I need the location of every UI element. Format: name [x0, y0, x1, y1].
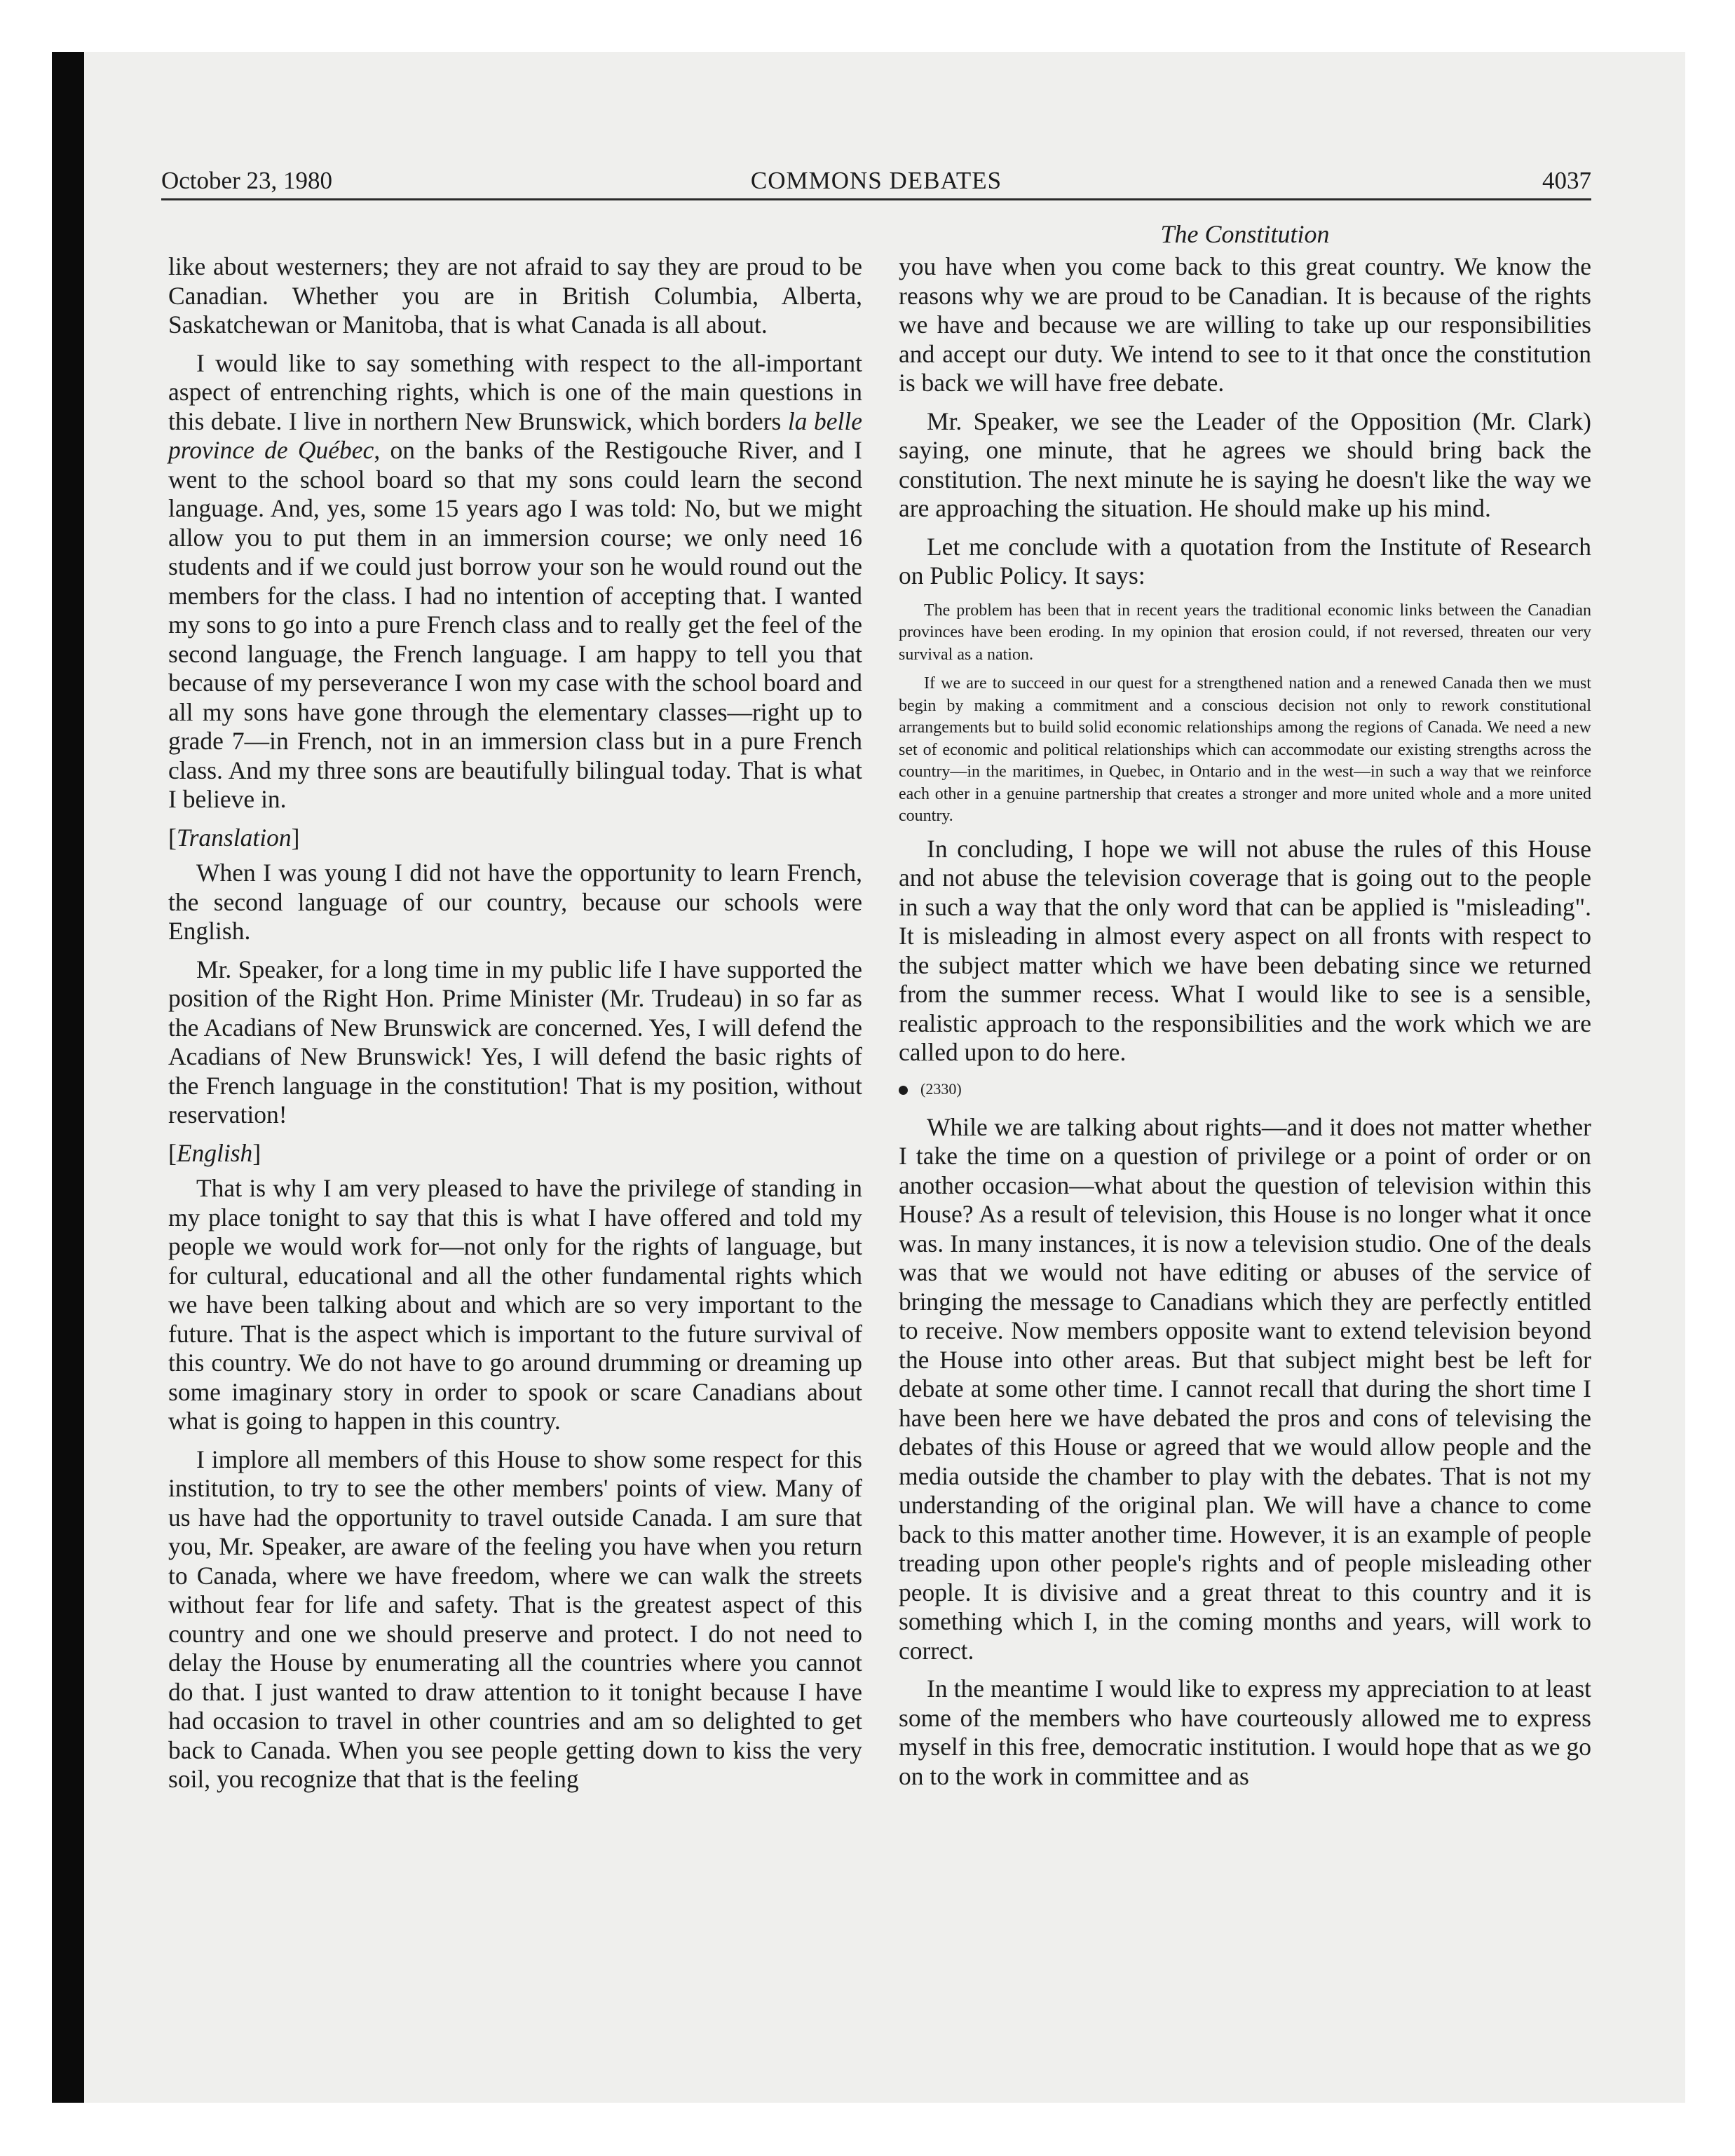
paragraph: While we are talking about rights—and it does not matter whether I take the time on a question of privilege or a point of order or on another occasion—what about the question of television within this House? As a result of television, this House is no longer what it once was. In many instances, it is now a television studio. One of the deals was that we would not have editing or abuses of the service of bringing the message to Canadians which they are perfectly entitled to receive. Now members opposite want to extend television beyond the House into other areas. But that subject might best be left for debate at some other time. I cannot recall that during the short time I have been here we have debated the pros and cons of televising the debates of this House or agreed that we would allow people and the media outside the chamber to play with the debates. That is not my understanding of the original plan. We will have a chance to come back to this matter another time. However, it is an example of people treading upon other people's rights and of people misleading other people. It is divisive and a great threat to this country and it is something which I, in the coming months and years, will work to correct. — [899, 1112, 1591, 1665]
paragraph: like about westerners; they are not afraid to say they are proud to be Canadian. Whether you are in British Columbia, Alberta, Saskatchewan or Manitoba, that is what Canada is all about. — [168, 252, 862, 339]
header-rule — [161, 198, 1591, 200]
paragraph: In concluding, I hope we will not abuse the rules of this House and not abuse the television coverage that is going out to the people in such a way that the only word that can be applied is "misleading". It is misleading in almost every aspect on all fronts with respect to the subject matter which we have been debating since we returned from the summer recess. What I would like to see is a sensible, realistic approach to the responsibilities and the work which we are called upon to do here. — [899, 834, 1591, 1066]
header-date: October 23, 1980 — [161, 167, 332, 194]
language-tag: [English] — [168, 1138, 261, 1167]
english-label: English — [176, 1138, 253, 1167]
block-quote: The problem has been that in recent years the traditional economic links between the Canadian provinces have been eroding. In my opinion that erosion could, if not reversed, threaten our very survival as a nation. — [899, 601, 1591, 664]
block-quote: If we are to succeed in our quest for a strengthened nation and a renewed Canada then we must begin by making a commitment and a conscious decision not only to rework constitutional arrangements but to build solid economic relationships among the regions of Canada. We need a new set of economic and political relationships which can accommodate our existing strengths across the country—in the maritimes, in Quebec, in Ontario and in the west—in such a way that we reinforce each other in a genuine partnership that creates a stronger and more united whole and a more united country. — [899, 674, 1591, 825]
right-column — [899, 252, 1591, 1800]
paragraph: Mr. Speaker, for a long time in my public life I have supported the position of the Right Hon. Prime Minister (Mr. Trudeau) in so far as the Acadians of New Brunswick are concerned. Yes, I will defend the Acadians of New Brunswick! Yes, I will defend the basic rights of the French language in the constitution! That is my position, without reservation! — [168, 955, 862, 1128]
paragraph: When I was young I did not have the opportunity to learn French, the second language of our country, because our schools were English. — [168, 859, 862, 945]
paragraph: Mr. Speaker, we see the Leader of the Opposition (Mr. Clark) saying, one minute, that he agrees we should bring back the constitution. The next minute he is saying he doesn't like the way we are approaching the situation. He should make up his mind. — [899, 407, 1591, 522]
translation-label: Translation — [176, 823, 292, 852]
paragraph: I implore all members of this House to show some respect for this institution, to try to see the other members' points of view. Many of us have had the opportunity to travel outside Canada. I am sure that you, Mr. Speaker, are aware of the feeling you have when you return to Canada, where we have freedom, where we can walk the streets without fear for life and safety. That is the greatest aspect of this country and one we should preserve and protect. I do not need to delay the House by enumerating all the countries where you cannot do that. I just wanted to draw attention to it tonight because I have had occasion to travel in other countries and am so delighted to get back to Canada. When you see people getting down to kiss the very soil, you recognize that that is the feeling — [168, 1445, 862, 1793]
running-head: The Constitution — [1160, 220, 1330, 248]
paragraph: Let me conclude with a quotation from the Institute of Research on Public Policy. It says: — [899, 532, 1591, 589]
italic-phrase: la belle province de Québec — [168, 407, 862, 464]
paragraph: In the meantime I would like to express my appreciation to at least some of the members who have courteously allowed me to express myself in this free, democratic institution. I would hope that as we go on to the work in committee and as — [899, 1674, 1591, 1790]
header-page-number: 4037 — [1542, 167, 1591, 194]
paragraph-text: I would like to say something with respect to the all-important aspect of entrenching rights, which is one of the main questions in this debate. I live in northern New Brunswick, which borders — [168, 348, 862, 435]
time-marker-text: (2330) — [920, 1079, 962, 1098]
paragraph: That is why I am very pleased to have the privilege of standing in my place tonight to say that this is what I have offered and told my people we would work for—not only for the rights of language, but for cultural, educational and all the other fundamental rights which we have been talking about and which are so very important to the future. That is the aspect which is important to the future survival of this country. We do not have to go around drumming or dreaming up some imaginary story in order to spook or scare Canadians about what is going to happen in this country. — [168, 1174, 862, 1435]
paragraph-text: , on the banks of the Restigouche River, and I went to the school board so that my sons could learn the second language. And, yes, some 15 years ago I was told: No, but we might allow you to put them in an immersion course; we only need 16 students and if we could just borrow your son he would round out the members for the class. I had no intention of accepting that. I wanted my sons to go into a pure French class and to really get the feel of the second language, the French language. I am happy to tell you that because of my perseverance I won my case with the school board and all my sons have gone through the elementary classes—right up to grade 7—in French, not in an immersion class but in a pure French class. And my three sons are beautifully bilingual today. That is what I believe in. — [168, 436, 862, 813]
bullet-icon — [899, 1086, 908, 1095]
paragraph — [168, 349, 862, 814]
scan-edge-bar — [52, 52, 84, 2103]
left-column — [168, 252, 862, 1803]
paragraph: you have when you come back to this great country. We know the reasons why we are proud to be Canadian. It is because of the rights we have and because we are willing to take up our responsibilities and accept our duty. We intend to see to it that once the constitution is back we will have free debate. — [899, 252, 1591, 397]
page-header — [161, 163, 1591, 199]
header-title: COMMONS DEBATES — [750, 167, 1002, 194]
time-marker — [899, 1077, 1591, 1102]
language-tag: [Translation] — [168, 823, 300, 852]
